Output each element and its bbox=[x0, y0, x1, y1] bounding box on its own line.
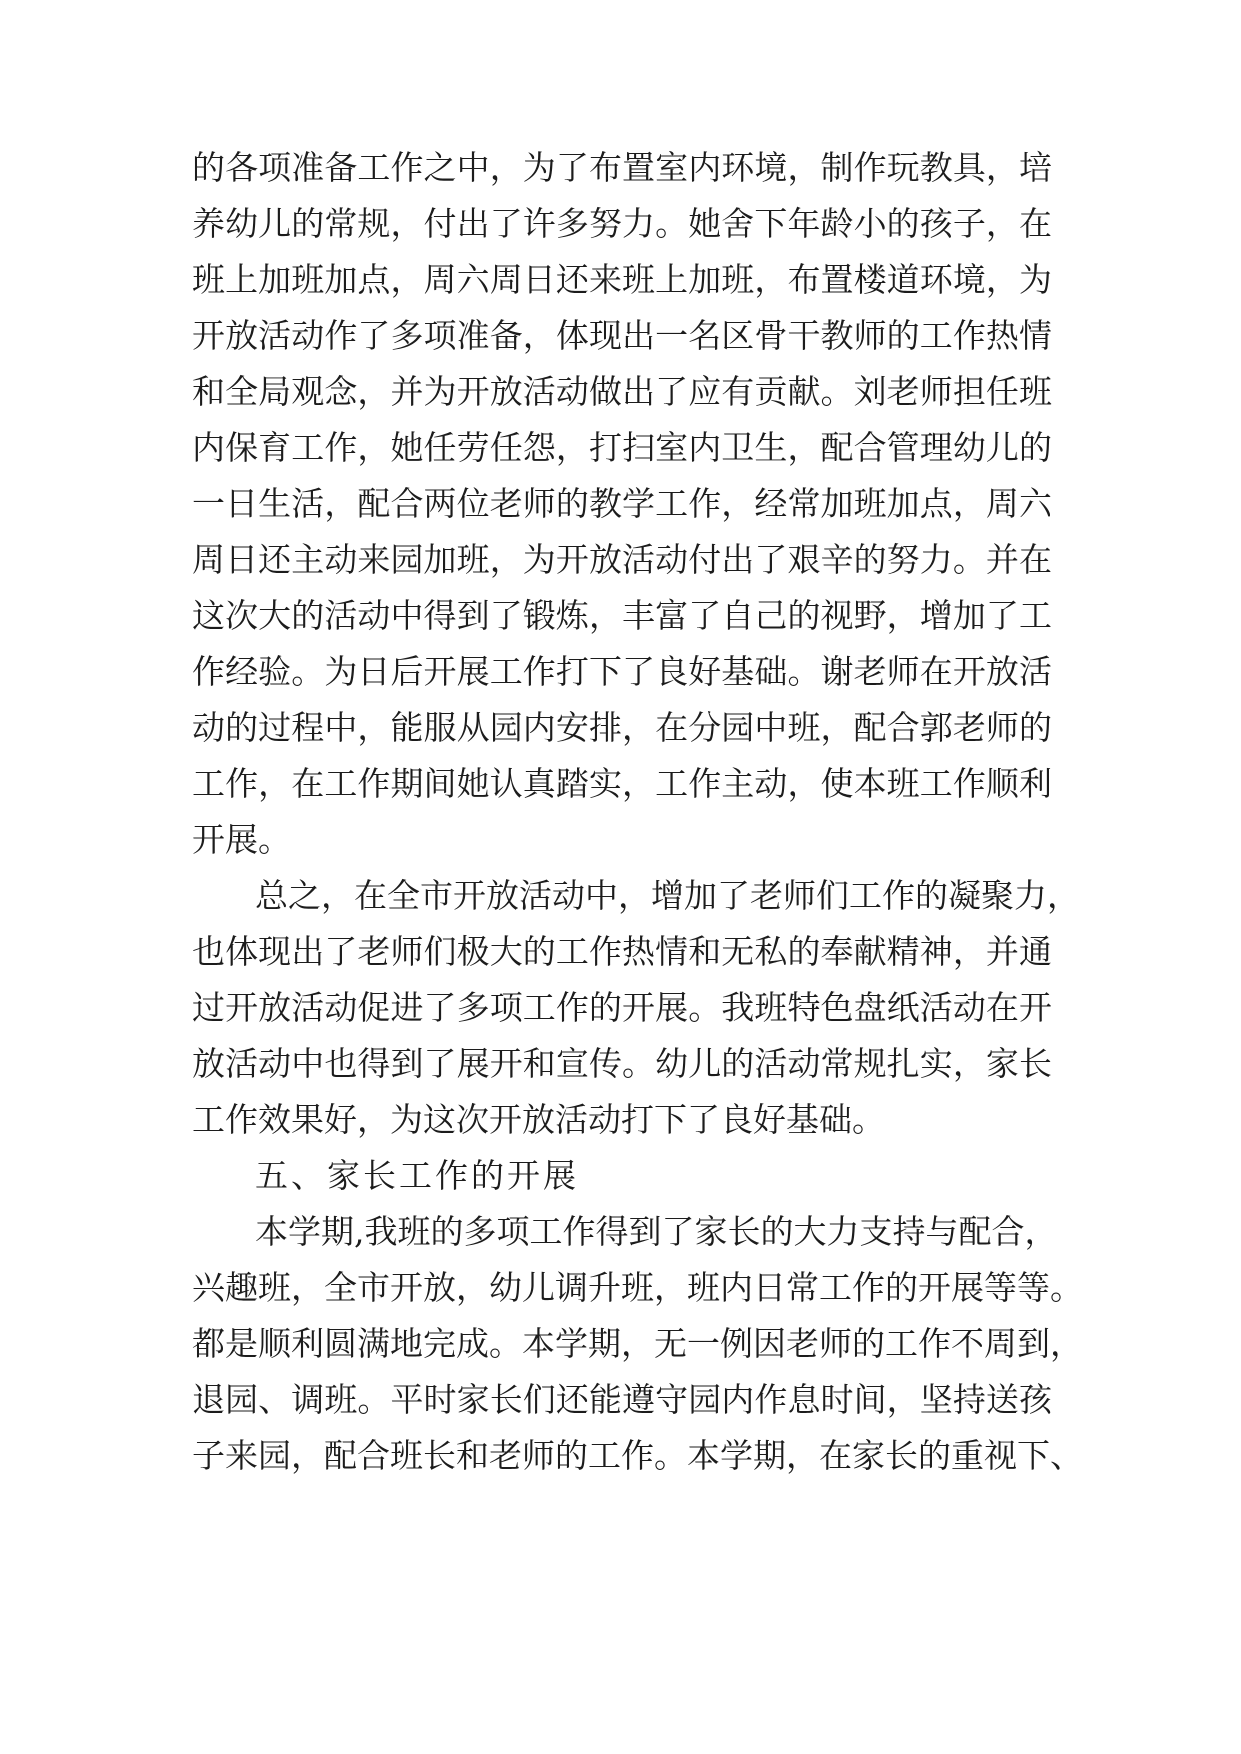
body-text-line: 这次大的活动中得到了锻炼，丰富了自己的视野，增加了工 bbox=[192, 596, 1052, 635]
body-text-line: 工作，在工作期间她认真踏实，工作主动，使本班工作顺利 bbox=[192, 764, 1052, 803]
body-text-line: 动的过程中，能服从园内安排，在分园中班，配合郭老师的 bbox=[192, 708, 1052, 747]
body-text-line: 内保育工作，她任劳任怨，打扫室内卫生，配合管理幼儿的 bbox=[192, 428, 1052, 467]
body-text-line: 都是顺利圆满地完成。本学期，无一例因老师的工作不周到， bbox=[192, 1324, 1083, 1363]
body-text-line: 养幼儿的常规，付出了许多努力。她舍下年龄小的孩子，在 bbox=[192, 204, 1052, 243]
paragraph-start-line: 本学期,我班的多项工作得到了家长的大力支持与配合， bbox=[255, 1212, 1058, 1251]
body-text-line: 子来园，配合班长和老师的工作。本学期，在家长的重视下、 bbox=[192, 1436, 1083, 1475]
body-text-line: 过开放活动促进了多项工作的开展。我班特色盘纸活动在开 bbox=[192, 988, 1052, 1027]
body-text-line: 工作效果好，为这次开放活动打下了良好基础。 bbox=[192, 1100, 885, 1139]
body-text-line: 也体现出了老师们极大的工作热情和无私的奉献精神，并通 bbox=[192, 932, 1052, 971]
body-text-line: 的各项准备工作之中，为了布置室内环境，制作玩教具，培 bbox=[192, 148, 1052, 187]
paragraph-start-line: 总之，在全市开放活动中，增加了老师们工作的凝聚力， bbox=[255, 876, 1080, 915]
section-heading: 五、家长工作的开展 bbox=[255, 1156, 579, 1195]
body-text-line: 和全局观念，并为开放活动做出了应有贡献。刘老师担任班 bbox=[192, 372, 1052, 411]
body-text-line: 开放活动作了多项准备，体现出一名区骨干教师的工作热情 bbox=[192, 316, 1052, 355]
body-text-line: 一日生活，配合两位老师的教学工作，经常加班加点，周六 bbox=[192, 484, 1052, 523]
body-text-line: 周日还主动来园加班，为开放活动付出了艰辛的努力。并在 bbox=[192, 540, 1052, 579]
body-text-line: 班上加班加点，周六周日还来班上加班，布置楼道环境，为 bbox=[192, 260, 1052, 299]
body-text-line: 退园、调班。平时家长们还能遵守园内作息时间，坚持送孩 bbox=[192, 1380, 1052, 1419]
body-text-line: 开展。 bbox=[192, 820, 291, 859]
body-text-line: 兴趣班，全市开放，幼儿调升班，班内日常工作的开展等等。 bbox=[192, 1268, 1083, 1307]
body-text-line: 作经验。为日后开展工作打下了良好基础。谢老师在开放活 bbox=[192, 652, 1052, 691]
body-text-line: 放活动中也得到了展开和宣传。幼儿的活动常规扎实，家长 bbox=[192, 1044, 1052, 1083]
